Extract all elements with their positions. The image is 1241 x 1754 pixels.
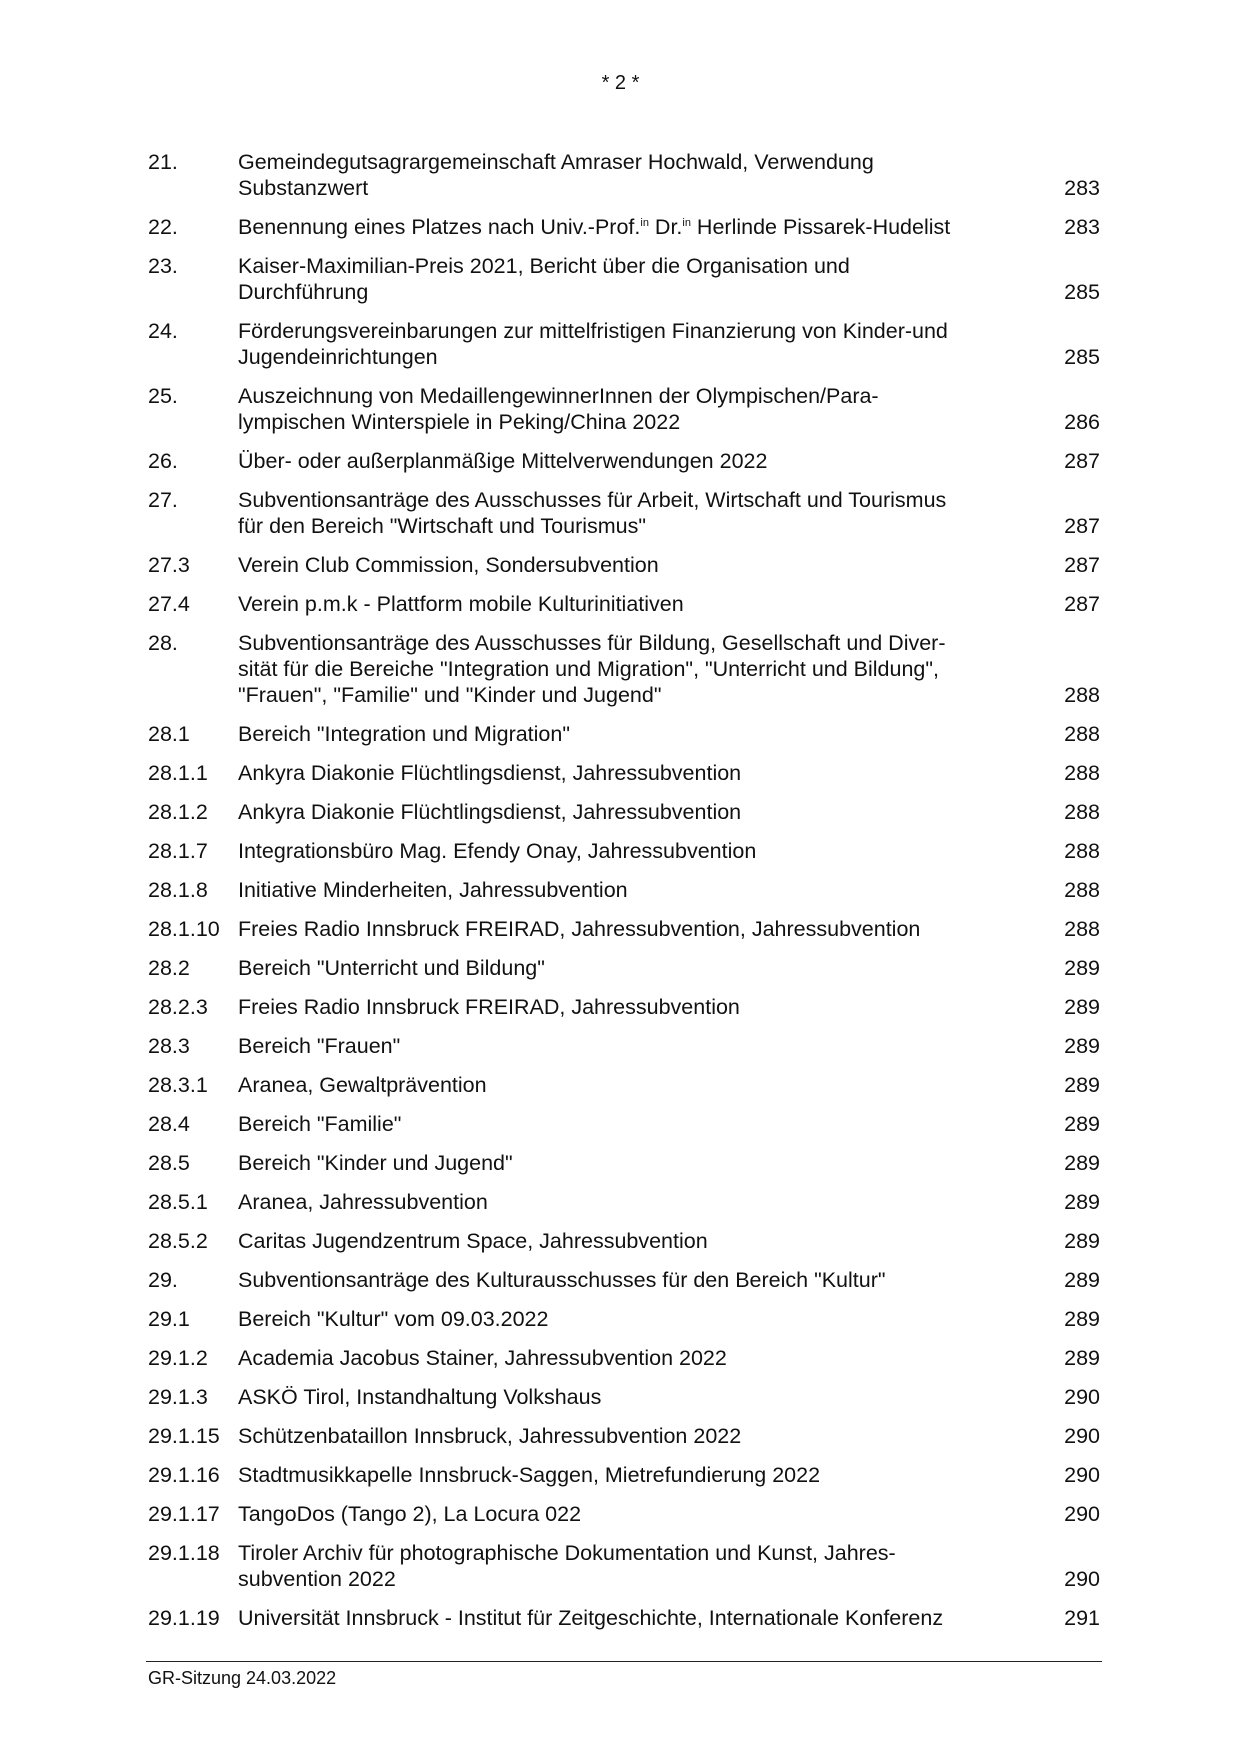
toc-entry-number: 22.: [148, 215, 178, 239]
toc-entry-title: Initiative Minderheiten, Jahressubvention: [238, 878, 628, 902]
toc-entry: [148, 1605, 1100, 1631]
toc-entry-title: Tiroler Archiv für photographische Dokumentation und Kunst, Jahres- subvention 2022: [238, 1541, 896, 1591]
title-text: Dr.: [648, 215, 683, 239]
toc-entry-page: 288: [1064, 839, 1100, 863]
toc-entry: [148, 1384, 1100, 1410]
toc-entry-number: 28.1.7: [148, 839, 208, 863]
title-text: Benennung eines Platzes nach Univ.-Prof.: [238, 215, 641, 239]
toc-entry-page: 287: [1064, 514, 1100, 538]
toc-entry-page: 287: [1064, 449, 1100, 473]
toc-entry-title: Auszeichnung von MedaillengewinnerInnen der Olympischen/Para- lympischen Winterspiele in Peking/China 2022: [238, 384, 879, 434]
toc-entry-number: 28.5: [148, 1151, 190, 1175]
toc-entry-page: 283: [1064, 176, 1100, 200]
toc-entry-page: 290: [1064, 1463, 1100, 1487]
footer-divider: [146, 1661, 1102, 1662]
toc-entry-title: Bereich "Familie": [238, 1112, 402, 1136]
toc-entry-page: 290: [1064, 1424, 1100, 1448]
toc-entry: [148, 591, 1100, 617]
toc-entry-number: 29.1.18: [148, 1541, 220, 1565]
toc-entry: [148, 916, 1100, 942]
toc-entry-title: Über- oder außerplanmäßige Mittelverwendungen 2022: [238, 449, 768, 473]
toc-entry-page: 288: [1064, 761, 1100, 785]
toc-entry-page: 291: [1064, 1606, 1100, 1630]
toc-entry-page: 289: [1064, 1229, 1100, 1253]
toc-entry: [148, 1501, 1100, 1527]
toc-entry: [148, 799, 1100, 825]
toc-entry-page: 289: [1064, 1307, 1100, 1331]
toc-entry-number: 28.3.1: [148, 1073, 208, 1097]
toc-entry-title: Schützenbataillon Innsbruck, Jahressubvention 2022: [238, 1424, 742, 1448]
toc-entry-title: Bereich "Kultur" vom 09.03.2022: [238, 1307, 549, 1331]
toc-entry: [148, 1111, 1100, 1137]
toc-entry-number: 29.1: [148, 1307, 190, 1331]
toc-entry-number: 23.: [148, 254, 178, 278]
toc-entry-number: 29.: [148, 1268, 178, 1292]
toc-entry-title: Subventionsanträge des Ausschusses für Arbeit, Wirtschaft und Tourismus für den Bereich "Wirtschaft und Tourismus": [238, 488, 947, 538]
toc-entry: [148, 760, 1100, 786]
toc-entry: [148, 1540, 1100, 1592]
toc-entry-page: 288: [1064, 917, 1100, 941]
toc-entry-page: 289: [1064, 1268, 1100, 1292]
toc-entry-page: 283: [1064, 215, 1100, 239]
toc-entry-page: 289: [1064, 956, 1100, 980]
toc-entry-title: Bereich "Unterricht und Bildung": [238, 956, 545, 980]
toc-entry-title: Universität Innsbruck - Institut für Zeitgeschichte, Internationale Konferenz: [238, 1606, 944, 1630]
toc-entry: [148, 253, 1100, 305]
toc-entry: [148, 552, 1100, 578]
toc-entry: [148, 1345, 1100, 1371]
title-text: Herlinde Pissarek-Hudelist: [690, 215, 951, 239]
toc-entry-number: 29.1.17: [148, 1502, 220, 1526]
toc-entry-page: 289: [1064, 1034, 1100, 1058]
toc-entry-number: 28.1: [148, 722, 190, 746]
toc-entry: [148, 149, 1100, 201]
toc-entry-title: Academia Jacobus Stainer, Jahressubvention 2022: [238, 1346, 727, 1370]
toc-entry: [148, 487, 1100, 539]
toc-entry-page: 286: [1064, 410, 1100, 434]
toc-entry: [148, 383, 1100, 435]
toc-entry-title: TangoDos (Tango 2), La Locura 022: [238, 1502, 582, 1526]
toc-entry: [148, 1033, 1100, 1059]
table-of-contents: [148, 149, 1100, 1644]
toc-entry-page: 288: [1064, 683, 1100, 707]
toc-entry-title: Bereich "Integration und Migration": [238, 722, 570, 746]
toc-entry-title: Freies Radio Innsbruck FREIRAD, Jahressubvention: [238, 995, 740, 1019]
toc-entry-number: 28.3: [148, 1034, 190, 1058]
toc-entry: [148, 994, 1100, 1020]
toc-entry-title: Aranea, Jahressubvention: [238, 1190, 488, 1214]
toc-entry-title: Stadtmusikkapelle Innsbruck-Saggen, Mietrefundierung 2022: [238, 1463, 821, 1487]
toc-entry-title: Subventionsanträge des Ausschusses für Bildung, Gesellschaft und Diver- sität für die Bereiche "Integration und Migration", "Unterricht und Bildung", "Frauen", "Familie" und "Kinder und Jugend": [238, 631, 946, 707]
toc-entry-number: 29.1.16: [148, 1463, 220, 1487]
toc-entry-number: 29.1.3: [148, 1385, 208, 1409]
toc-entry-title: Förderungsvereinbarungen zur mittelfristigen Finanzierung von Kinder-und Jugendeinrichtungen: [238, 319, 948, 369]
toc-entry: [148, 1189, 1100, 1215]
toc-entry-number: 27.: [148, 488, 178, 512]
toc-entry-title: Bereich "Kinder und Jugend": [238, 1151, 513, 1175]
toc-entry-number: 25.: [148, 384, 178, 408]
toc-entry: [148, 721, 1100, 747]
toc-entry-number: 28.: [148, 631, 178, 655]
toc-entry-number: 28.5.2: [148, 1229, 208, 1253]
toc-entry-title: Aranea, Gewaltprävention: [238, 1073, 487, 1097]
toc-entry-page: 288: [1064, 878, 1100, 902]
toc-entry-title: Bereich "Frauen": [238, 1034, 401, 1058]
toc-entry: [148, 838, 1100, 864]
toc-entry: [148, 630, 1100, 708]
toc-entry-number: 29.1.2: [148, 1346, 208, 1370]
toc-entry-page: 287: [1064, 553, 1100, 577]
title-superscript: in: [640, 217, 649, 229]
toc-entry: [148, 1150, 1100, 1176]
toc-entry-title: Freies Radio Innsbruck FREIRAD, Jahressubvention, Jahressubvention: [238, 917, 921, 941]
title-superscript: in: [682, 217, 691, 229]
toc-entry-title: Kaiser-Maximilian-Preis 2021, Bericht über die Organisation und Durchführung: [238, 254, 850, 304]
toc-entry-number: 29.1.15: [148, 1424, 220, 1448]
toc-entry-number: 28.1.2: [148, 800, 208, 824]
toc-entry-page: 285: [1064, 280, 1100, 304]
toc-entry-number: 27.3: [148, 553, 190, 577]
toc-entry-title: Gemeindegutsagrargemeinschaft Amraser Hochwald, Verwendung Substanzwert: [238, 150, 874, 200]
toc-entry-page: 289: [1064, 1151, 1100, 1175]
toc-entry-number: 28.1.10: [148, 917, 220, 941]
toc-entry-page: 289: [1064, 1073, 1100, 1097]
toc-entry-page: 287: [1064, 592, 1100, 616]
toc-entry-number: 26.: [148, 449, 178, 473]
toc-entry-page: 289: [1064, 1190, 1100, 1214]
toc-entry-page: 289: [1064, 1346, 1100, 1370]
toc-entry: [148, 1462, 1100, 1488]
toc-entry-title: Ankyra Diakonie Flüchtlingsdienst, Jahressubvention: [238, 800, 742, 824]
toc-entry-page: 289: [1064, 995, 1100, 1019]
toc-entry: [148, 1267, 1100, 1293]
toc-entry-title: Verein p.m.k - Plattform mobile Kulturinitiativen: [238, 592, 684, 616]
toc-entry-title: [238, 214, 1030, 240]
toc-entry: [148, 1072, 1100, 1098]
toc-entry: [148, 1228, 1100, 1254]
toc-entry-page: 288: [1064, 800, 1100, 824]
toc-entry-number: 28.2.3: [148, 995, 208, 1019]
toc-entry: [148, 877, 1100, 903]
toc-entry-number: 21.: [148, 150, 178, 174]
toc-entry-page: 289: [1064, 1112, 1100, 1136]
toc-entry-title: Integrationsbüro Mag. Efendy Onay, Jahressubvention: [238, 839, 757, 863]
toc-entry-number: 28.2: [148, 956, 190, 980]
page-number: * 2 *: [601, 72, 640, 94]
toc-entry-title: ASKÖ Tirol, Instandhaltung Volkshaus: [238, 1385, 602, 1409]
toc-entry-number: 28.1.1: [148, 761, 208, 785]
toc-entry-number: 29.1.19: [148, 1606, 220, 1630]
toc-entry-title: Subventionsanträge des Kulturausschusses für den Bereich "Kultur": [238, 1268, 886, 1292]
toc-entry-number: 27.4: [148, 592, 190, 616]
toc-entry-page: 290: [1064, 1502, 1100, 1526]
toc-entry-number: 28.1.8: [148, 878, 208, 902]
toc-entry: [148, 448, 1100, 474]
toc-entry-page: 290: [1064, 1567, 1100, 1591]
toc-entry-page: 288: [1064, 722, 1100, 746]
toc-entry-number: 28.4: [148, 1112, 190, 1136]
toc-entry: [148, 1306, 1100, 1332]
toc-entry: [148, 1423, 1100, 1449]
footer-session-date: GR-Sitzung 24.03.2022: [148, 1668, 337, 1688]
toc-entry-page: 290: [1064, 1385, 1100, 1409]
toc-entry: [148, 214, 1100, 240]
toc-entry-page: 285: [1064, 345, 1100, 369]
toc-entry-title: Verein Club Commission, Sondersubvention: [238, 553, 659, 577]
toc-entry-title: Ankyra Diakonie Flüchtlingsdienst, Jahressubvention: [238, 761, 742, 785]
toc-entry-title: Caritas Jugendzentrum Space, Jahressubvention: [238, 1229, 708, 1253]
toc-entry: [148, 318, 1100, 370]
toc-entry: [148, 955, 1100, 981]
toc-entry-number: 24.: [148, 319, 178, 343]
toc-entry-number: 28.5.1: [148, 1190, 208, 1214]
